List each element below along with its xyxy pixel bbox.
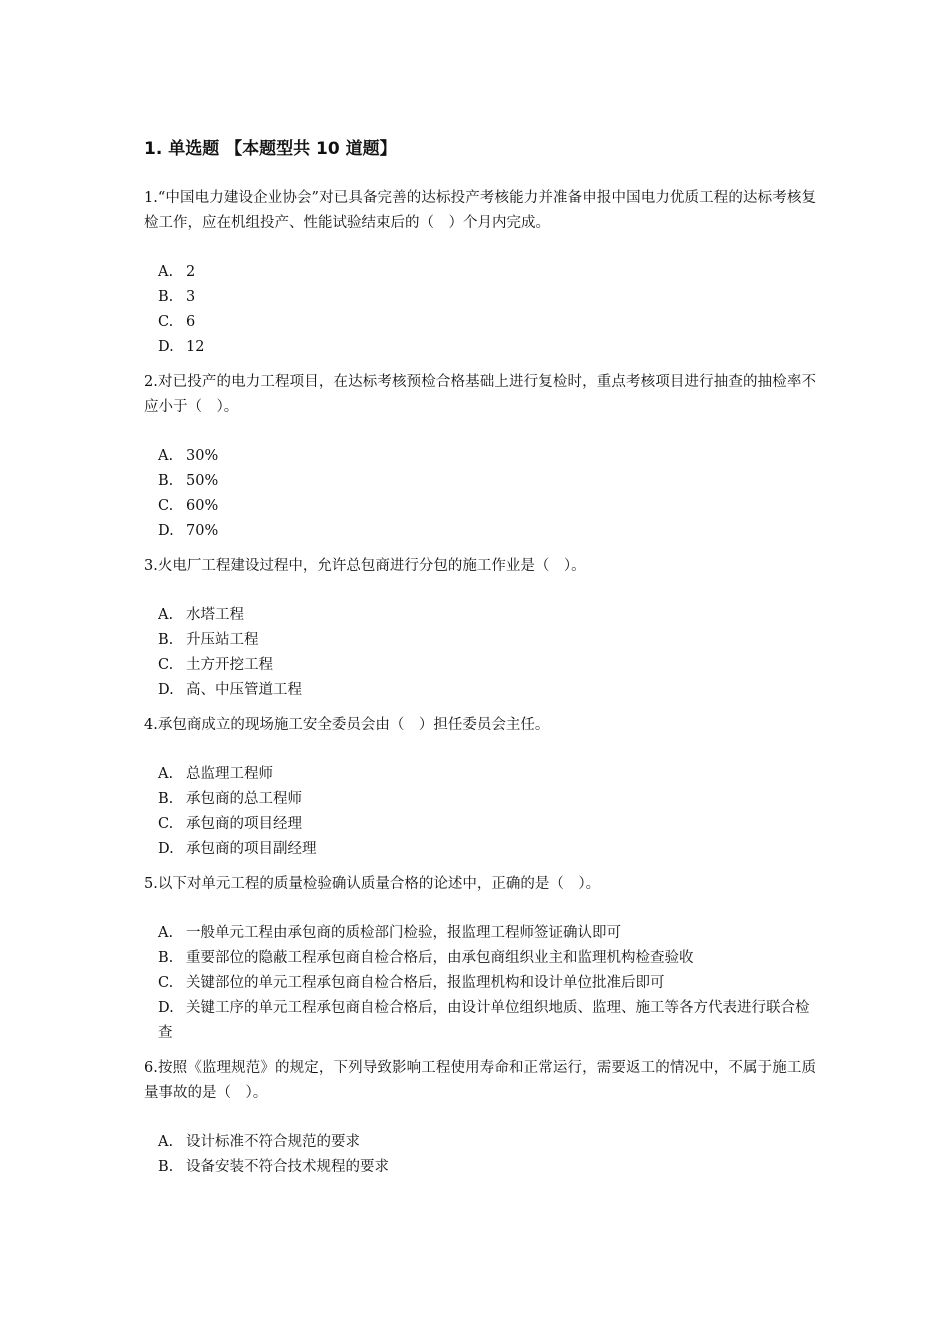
option-letter: A.: [158, 1134, 174, 1150]
option-c: [144, 812, 816, 837]
option-letter: D.: [158, 339, 174, 355]
option-text: 总监理工程师: [186, 766, 273, 782]
option-text: 水塔工程: [186, 607, 244, 623]
option-a: [144, 603, 816, 628]
option-letter: B.: [158, 1159, 174, 1175]
option-b: [144, 946, 816, 971]
option-b: [144, 787, 816, 812]
option-d: [144, 678, 816, 703]
option-text: 关键工序的单元工程承包商自检合格后，由设计单位组织地质、监理、施工等各方代表进行联合检查: [158, 1000, 810, 1041]
option-b: [144, 1155, 816, 1180]
option-a: [144, 260, 816, 285]
option-letter: A.: [158, 448, 174, 464]
option-text: 设计标准不符合规范的要求: [186, 1134, 360, 1150]
option-a: [144, 1130, 816, 1155]
question-stem: 5.以下对单元工程的质量检验确认质量合格的论述中，正确的是（ ）。: [144, 876, 601, 892]
option-text: 6: [186, 314, 196, 330]
option-text: 重要部位的隐蔽工程承包商自检合格后，由承包商组织业主和监理机构检查验收: [186, 950, 694, 966]
option-list: [144, 762, 816, 862]
question-stem: 4.承包商成立的现场施工安全委员会由（ ）担任委员会主任。: [144, 717, 550, 733]
option-list: [144, 921, 816, 1046]
option-list: [144, 1130, 816, 1180]
option-text: 一般单元工程由承包商的质检部门检验，报监理工程师签证确认即可: [186, 925, 621, 941]
option-letter: B.: [158, 473, 174, 489]
option-letter: D.: [158, 523, 174, 539]
option-b: [144, 628, 816, 653]
option-letter: C.: [158, 816, 174, 832]
option-letter: B.: [158, 632, 174, 648]
option-d: [144, 519, 816, 544]
option-a: [144, 444, 816, 469]
option-a: [144, 762, 816, 787]
question-6: [144, 1056, 816, 1180]
question-5: [144, 872, 816, 1046]
option-letter: B.: [158, 791, 174, 807]
question-stem: 1.“中国电力建设企业协会”对已具备完善的达标投产考核能力并准备申报中国电力优质工程的达标考核复检工作，应在机组投产、性能试验结束后的（ ）个月内完成。: [144, 190, 816, 231]
option-list: [144, 603, 816, 703]
option-text: 承包商的项目副经理: [186, 841, 317, 857]
option-d: [144, 335, 816, 360]
option-text: 升压站工程: [186, 632, 259, 648]
option-letter: C.: [158, 657, 174, 673]
option-list: [144, 444, 816, 544]
option-d: [144, 996, 816, 1046]
option-text: 承包商的项目经理: [186, 816, 302, 832]
option-letter: A.: [158, 925, 174, 941]
option-text: 70%: [186, 523, 219, 539]
option-b: [144, 285, 816, 310]
option-letter: A.: [158, 264, 174, 280]
question-stem: 2.对已投产的电力工程项目，在达标考核预检合格基础上进行复检时，重点考核项目进行抽查的抽检率不应小于（ ）。: [144, 374, 816, 415]
option-letter: B.: [158, 289, 174, 305]
option-letter: C.: [158, 314, 174, 330]
option-c: [144, 971, 816, 996]
option-c: [144, 653, 816, 678]
option-letter: C.: [158, 498, 174, 514]
question-4: [144, 713, 816, 862]
option-letter: D.: [158, 682, 174, 698]
option-c: [144, 494, 816, 519]
question-stem: 3.火电厂工程建设过程中，允许总包商进行分包的施工作业是（ ）。: [144, 558, 586, 574]
option-d: [144, 837, 816, 862]
option-text: 3: [186, 289, 196, 305]
option-text: 承包商的总工程师: [186, 791, 302, 807]
option-text: 设备安装不符合技术规程的要求: [186, 1159, 389, 1175]
section-heading: 1. 单选题 【本题型共 10 道题】: [144, 139, 397, 159]
option-text: 12: [186, 339, 205, 355]
option-list: [144, 260, 816, 360]
option-letter: D.: [158, 1000, 174, 1016]
option-text: 30%: [186, 448, 219, 464]
option-letter: A.: [158, 607, 174, 623]
option-text: 关键部位的单元工程承包商自检合格后，报监理机构和设计单位批准后即可: [186, 975, 665, 991]
question-3: [144, 554, 816, 703]
option-letter: C.: [158, 975, 174, 991]
question-1: [144, 186, 816, 360]
option-text: 土方开挖工程: [186, 657, 273, 673]
option-c: [144, 310, 816, 335]
document-page: [144, 136, 816, 1190]
option-text: 2: [186, 264, 196, 280]
question-stem: 6.按照《监理规范》的规定，下列导致影响工程使用寿命和正常运行，需要返工的情况中，不属于施工质量事故的是（ ）。: [144, 1060, 816, 1101]
option-letter: D.: [158, 841, 174, 857]
option-a: [144, 921, 816, 946]
option-text: 50%: [186, 473, 219, 489]
option-text: 60%: [186, 498, 219, 514]
question-2: [144, 370, 816, 544]
option-letter: A.: [158, 766, 174, 782]
option-letter: B.: [158, 950, 174, 966]
option-text: 高、中压管道工程: [186, 682, 302, 698]
option-b: [144, 469, 816, 494]
